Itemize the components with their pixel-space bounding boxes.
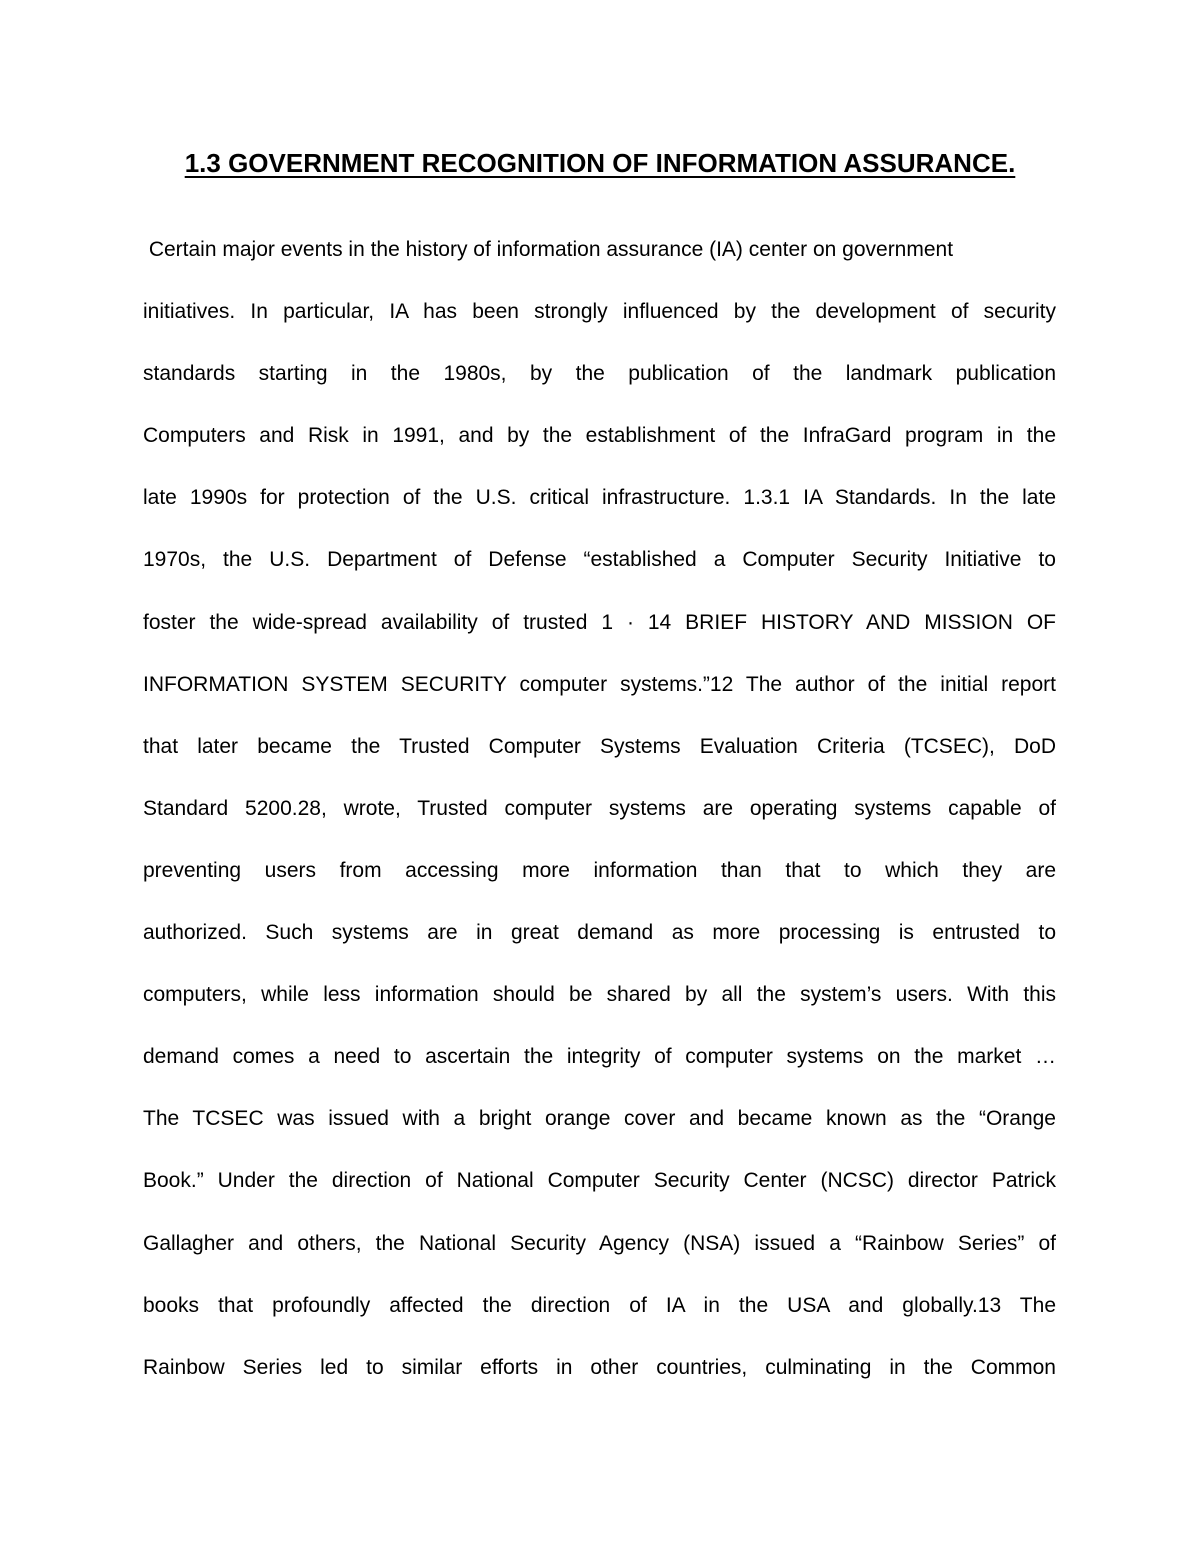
text-line: initiatives. In particular, IA has been strongly influenced by the development of security — [143, 300, 1056, 324]
text-line: Standard 5200.28, wrote, Trusted computer systems are operating systems capable of — [143, 796, 1056, 820]
text-line: authorized. Such systems are in great demand as more processing is entrusted to — [143, 921, 1056, 945]
text-line: foster the wide-spread availability of trusted 1 · 14 BRIEF HISTORY AND MISSION OF — [143, 610, 1056, 634]
text-line: Gallagher and others, the National Security Agency (NSA) issued a “Rainbow Series” of — [143, 1231, 1056, 1255]
text-line: that later became the Trusted Computer Systems Evaluation Criteria (TCSEC), DoD — [143, 734, 1056, 758]
text-line: Certain major events in the history of information assurance (IA) center on government — [143, 238, 954, 261]
text-line: INFORMATION SYSTEM SECURITY computer systems.”12 The author of the initial report — [143, 672, 1056, 696]
text-line: The TCSEC was issued with a bright orange cover and became known as the “Orange — [143, 1107, 1056, 1131]
text-line: Computers and Risk in 1991, and by the establishment of the InfraGard program in the — [143, 424, 1056, 448]
text-line: 1970s, the U.S. Department of Defense “established a Computer Security Initiative to — [143, 548, 1056, 572]
section-heading: 1.3 GOVERNMENT RECOGNITION OF INFORMATION ASSURANCE. — [184, 148, 1016, 178]
text-line: computers, while less information should be shared by all the system’s users. With this — [143, 983, 1056, 1007]
text-line: Rainbow Series led to similar efforts in other countries, culminating in the Common — [143, 1355, 1056, 1379]
text-line: demand comes a need to ascertain the integrity of computer systems on the market … — [143, 1045, 1056, 1069]
text-line: standards starting in the 1980s, by the publication of the landmark publication — [143, 362, 1056, 386]
text-line: books that profoundly affected the direction of IA in the USA and globally.13 The — [143, 1293, 1056, 1317]
text-line: Book.” Under the direction of National Computer Security Center (NCSC) director Patrick — [143, 1169, 1056, 1193]
text-line: late 1990s for protection of the U.S. critical infrastructure. 1.3.1 IA Standards. In the late — [143, 486, 1056, 510]
body-paragraph — [143, 232, 1056, 1412]
text-line: preventing users from accessing more information than that to which they are — [143, 858, 1056, 882]
